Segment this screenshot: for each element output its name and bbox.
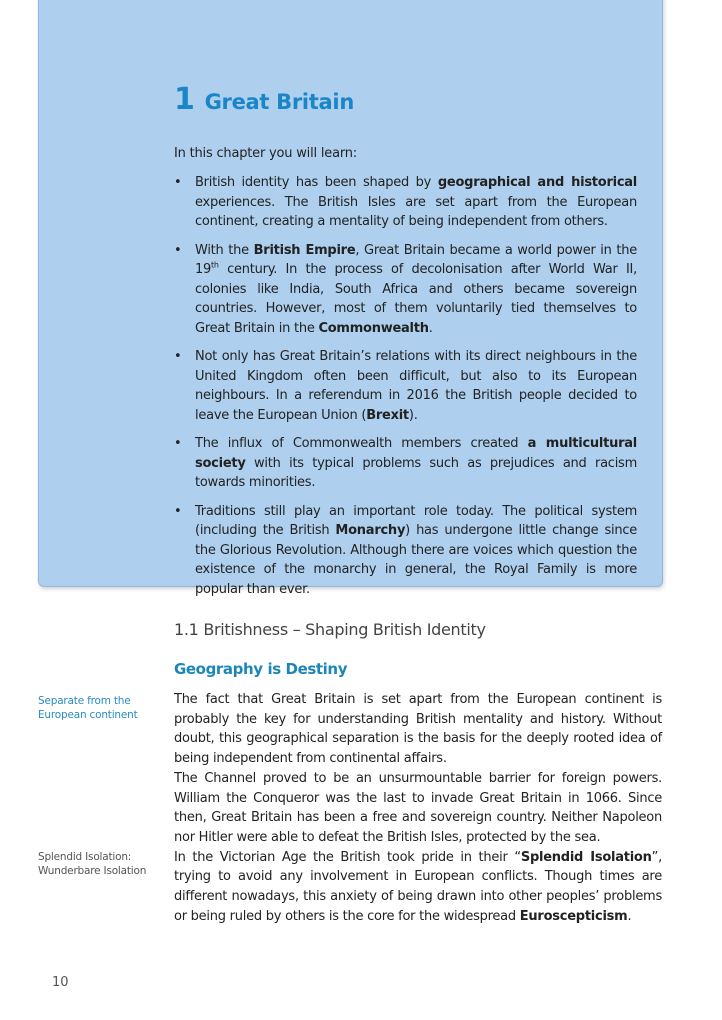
- section-body: [174, 690, 662, 926]
- intro-lead: In this chapter you will learn:: [174, 146, 357, 161]
- bullet-icon: •: [174, 175, 182, 190]
- section-title: 1.1 Britishness – Shaping British Identity: [174, 620, 486, 639]
- text-run: ).: [408, 407, 418, 423]
- objective-item: [174, 502, 637, 600]
- body-paragraph: [174, 690, 662, 769]
- text-run: Not only has Great Britain’s relations with its direct neighbours in the United Kingdom often been difficult, but also to its European neighbours. In a referendum in 2016 the British people decided to leave the European Union (: [195, 349, 637, 423]
- text-run: experiences. The British Isles are set apart from the European continent, creating a mentality of being independent from others.: [195, 194, 637, 229]
- subsection-title: Geography is Destiny: [174, 660, 348, 678]
- bullet-icon: •: [174, 436, 182, 451]
- bold-term: Euroscepticism: [519, 908, 628, 924]
- text-run: The Channel proved to be an unsurmountable barrier for foreign powers. William the Conqueror was the last to invade Great Britain in 1066. Since then, Great Britain has been a free and sovereign country. Neither Napoleon nor Hitler were able to defeat the British Isles, protected by the sea.: [174, 770, 662, 845]
- text-run: , Great Britain became a world power in the 19: [195, 242, 637, 277]
- bold-term: Monarchy: [335, 523, 406, 538]
- objective-item: [174, 173, 637, 232]
- body-paragraph: [174, 848, 662, 927]
- chapter-title: [174, 82, 354, 117]
- text-run: ”, trying to avoid any involvement in European conflicts. Though times are different nowadays, this anxiety of being drawn into other peoples’ problems or being ruled by others is the core for the widespread: [174, 849, 662, 924]
- objective-item: [174, 434, 637, 493]
- body-paragraph: [174, 769, 662, 848]
- text-run: Traditions still play an important role today. The political system (including the British: [195, 503, 637, 538]
- page-number: 10: [52, 975, 69, 990]
- bold-term: Brexit: [366, 407, 409, 423]
- text-run: century. In the process of decolonisation after World War II, colonies like India, South Africa and others became sovereign countries. However, most of them voluntarily tied themselves to Great Britain in the: [195, 262, 637, 336]
- text-run: British identity has been shaped by: [195, 175, 438, 190]
- bold-term: a multicultural society: [195, 436, 637, 471]
- bullet-icon: •: [174, 349, 182, 364]
- chapter-title-text: Great Britain: [204, 90, 354, 114]
- text-run: In the Victorian Age the British took pride in their “: [174, 849, 521, 865]
- bullet-icon: •: [174, 503, 182, 519]
- margin-note-separate: Separate from the European continent: [38, 695, 138, 721]
- margin-note-splendid-isolation: Splendid Isolation: Wunderbare Isolation: [38, 851, 147, 877]
- text-run: ) has undergone little change since the Glorious Revolution. Although there are voices which question the existence of the monarchy in general, the Royal Family is more popular than ever.: [195, 523, 637, 597]
- bold-term: Splendid Isolation: [520, 849, 652, 865]
- text-run: With the: [195, 242, 254, 258]
- text-run: The fact that Great Britain is set apart from the European continent is probably the key for understanding British mentality and history. Without doubt, this geographical separation is the basis for the deeply rooted idea of being independent from continental affairs.: [174, 692, 662, 767]
- text-run: .: [428, 320, 433, 336]
- text-run: with its typical problems such as prejudices and racism towards minorities.: [195, 455, 637, 490]
- bold-term: British Empire: [253, 242, 356, 258]
- objective-item: [174, 241, 637, 339]
- objective-item: [174, 347, 637, 425]
- chapter-number: 1: [174, 82, 195, 117]
- bold-term: geographical and historical: [437, 175, 637, 190]
- text-run: .: [627, 908, 632, 924]
- bold-term: Commonwealth: [318, 320, 429, 336]
- text-run: th: [211, 260, 219, 270]
- bullet-icon: •: [174, 242, 182, 258]
- text-run: The influx of Commonwealth members created: [195, 436, 528, 451]
- learning-objectives-list: [174, 173, 637, 608]
